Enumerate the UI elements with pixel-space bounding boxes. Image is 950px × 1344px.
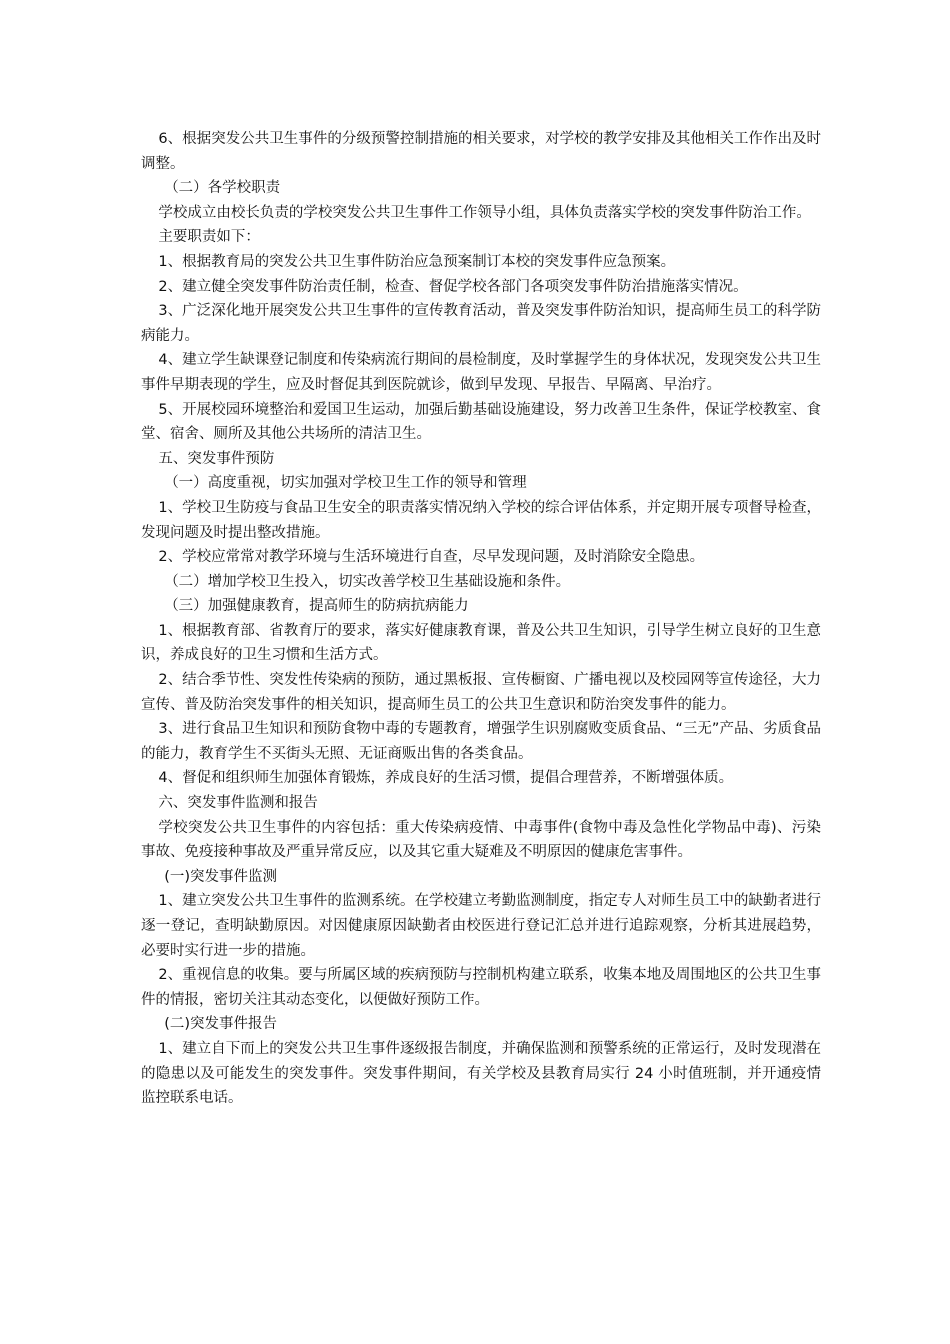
- section-heading-prevention: 五、突发事件预防: [158, 450, 275, 467]
- paragraph-main-duties: 主要职责如下：: [158, 229, 260, 246]
- subheading-investment: （二）增加学校卫生投入，切实改善学校卫生基础设施和条件。: [164, 573, 571, 590]
- paragraph-duty-2: 2、建立健全突发事件防治责任制，检查、督促学校各部门各项突发事件防治措施落实情况。: [158, 278, 748, 295]
- paragraph-duty-3: 3、广泛深化地开展突发公共卫生事件的宣传教育活动，普及突发事件防治知识，提高师生员工的科学防病能力。: [141, 303, 821, 344]
- paragraph-leading-group: 学校成立由校长负责的学校突发公共卫生事件工作领导小组，具体负责落实学校的突发事件防治工作。: [158, 204, 811, 221]
- subheading-monitoring: (一)突发事件监测: [164, 868, 278, 885]
- paragraph-education-4: 4、督促和组织师生加强体育锻炼，养成良好的生活习惯，提倡合理营养，不断增强体质。: [158, 770, 734, 787]
- paragraph-clause-6: 6、根据突发公共卫生事件的分级预警控制措施的相关要求，对学校的教学安排及其他相关工作作出及时调整。: [141, 131, 821, 172]
- paragraph-education-2: 2、结合季节性、突发性传染病的预防，通过黑板报、宣传橱窗、广播电视以及校园网等宣传途径，大力宣传、普及防治突发事件的相关知识，提高师生员工的公共卫生意识和防治突发事件的能力。: [141, 672, 821, 713]
- paragraph-duty-1: 1、根据教育局的突发公共卫生事件防治应急预案制订本校的突发事件应急预案。: [158, 253, 676, 270]
- paragraph-education-3: 3、进行食品卫生知识和预防食物中毒的专题教育，增强学生识别腐败变质食品、“三无”产品、劣质食品的能力，教育学生不买街头无照、无证商贩出售的各类食品。: [141, 721, 821, 762]
- paragraph-education-1: 1、根据教育部、省教育厅的要求，落实好健康教育课，普及公共卫生知识，引导学生树立良好的卫生意识，养成良好的卫生习惯和生活方式。: [141, 622, 821, 664]
- subheading-school-duties: （二）各学校职责: [164, 180, 281, 197]
- subheading-reporting: (二)突发事件报告: [164, 1016, 278, 1033]
- subheading-health-education: （三）加强健康教育，提高师生的防病抗病能力: [164, 598, 469, 615]
- paragraph-duty-5: 5、开展校园环境整治和爱国卫生运动，加强后勤基础设施建设，努力改善卫生条件，保证学校教室、食堂、宿舍、厕所及其他公共场所的清洁卫生。: [141, 401, 821, 443]
- paragraph-duty-4: 4、建立学生缺课登记制度和传染病流行期间的晨检制度，及时掌握学生的身体状况，发现突发公共卫生事件早期表现的学生，应及时督促其到医院就诊，做到早发现、早报告、早隔离、早治疗。: [141, 352, 821, 393]
- paragraph-monitoring-2: 2、重视信息的收集。要与所属区域的疾病预防与控制机构建立联系，收集本地及周围地区的公共卫生事件的情报，密切关注其动态变化，以便做好预防工作。: [141, 967, 821, 1008]
- document-body: [141, 127, 821, 1111]
- subheading-leadership: （一）高度重视，切实加强对学校卫生工作的领导和管理: [164, 475, 527, 492]
- section-heading-monitoring: 六、突发事件监测和报告: [158, 795, 318, 812]
- paragraph-reporting-1: 1、建立自下而上的突发公共卫生事件逐级报告制度，并确保监测和预警系统的正常运行，及时发现潜在的隐患以及可能发生的突发事件。突发事件期间，有关学校及县教育局实行 24 小时值班制，并开通疫情监控联系电话。: [141, 1040, 821, 1107]
- paragraph-event-scope: 学校突发公共卫生事件的内容包括：重大传染病疫情、中毒事件(食物中毒及急性化学物品中毒)、污染事故、免疫接种事故及严重异常反应，以及其它重大疑难及不明原因的健康危害事件。: [141, 819, 821, 861]
- paragraph-prevention-2: 2、学校应常常对教学环境与生活环境进行自查，尽早发现问题，及时消除安全隐患。: [158, 549, 705, 566]
- paragraph-monitoring-1: 1、建立突发公共卫生事件的监测系统。在学校建立考勤监测制度，指定专人对师生员工中的缺勤者进行逐一登记，查明缺勤原因。对因健康原因缺勤者由校医进行登记汇总并进行追踪观察，分析其进展趋势，必要时实行进一步的措施。: [141, 893, 821, 959]
- paragraph-prevention-1: 1、学校卫生防疫与食品卫生安全的职责落实情况纳入学校的综合评估体系，并定期开展专项督导检查，发现问题及时提出整改措施。: [141, 499, 821, 541]
